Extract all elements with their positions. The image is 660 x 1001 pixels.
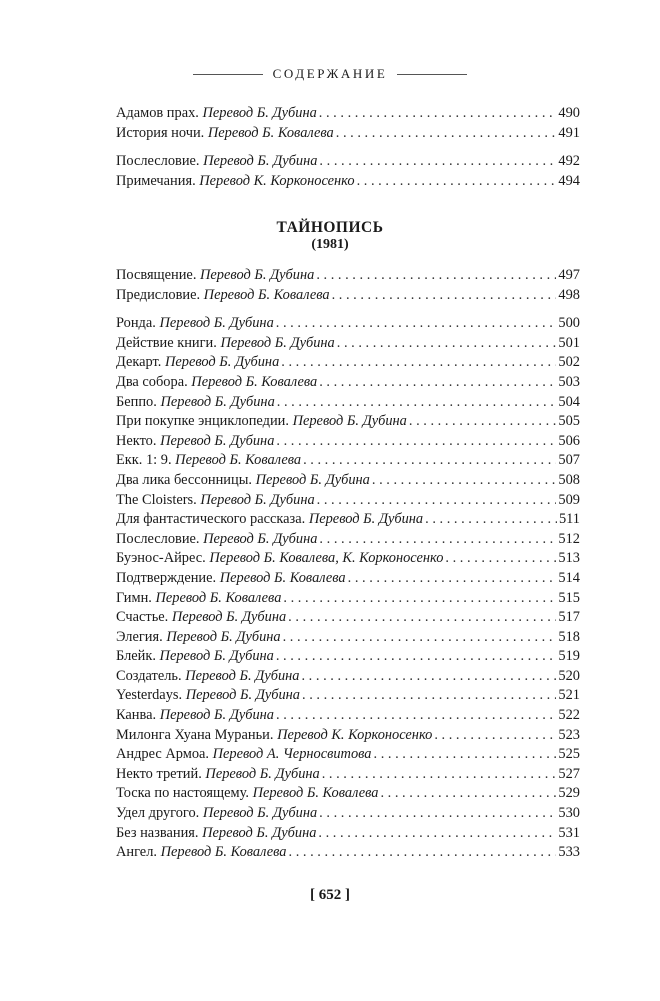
- entry-title: Элегия.: [116, 628, 163, 645]
- entry-translator: Перевод Б. Дубина: [220, 334, 335, 351]
- entry-translator: Перевод Б. Дубина: [200, 491, 315, 508]
- entry-page: 511: [558, 511, 580, 528]
- entry-title: Предисловие.: [116, 286, 201, 303]
- entry-translator: Перевод Б. Ковалева, К. Корконосенко: [209, 550, 444, 567]
- entry-title: Подтверждение.: [116, 569, 217, 586]
- toc-entry: [116, 804, 580, 824]
- entry-translator: Перевод Б. Дубина: [292, 413, 407, 430]
- toc-entry: [116, 549, 580, 569]
- entry-page: 503: [558, 373, 580, 390]
- entry-page: 522: [558, 707, 580, 724]
- entry-translator: Перевод Б. Дубина: [255, 471, 370, 488]
- entry-page: 502: [558, 354, 580, 371]
- entry-page: 527: [558, 765, 580, 782]
- dot-leader: [319, 530, 556, 550]
- dot-leader: [374, 745, 557, 765]
- entry-page: 529: [558, 785, 580, 802]
- entry-title: Декарт.: [116, 354, 162, 371]
- entry-title: Ронда.: [116, 315, 156, 332]
- entry-translator: Перевод Б. Дубина: [164, 354, 280, 371]
- toc-entry: [116, 608, 580, 628]
- toc-entry: [116, 530, 580, 550]
- toc-entry: [116, 451, 580, 471]
- cycle-year: (1981): [311, 237, 349, 252]
- dot-leader: [336, 124, 557, 144]
- entry-title: При покупке энциклопедии.: [116, 413, 289, 430]
- entry-translator: Перевод Б. Ковалева: [175, 452, 302, 469]
- toc-entry: [116, 765, 580, 785]
- toc-entry: [116, 314, 580, 334]
- entry-title: Некто третий.: [116, 765, 202, 782]
- dot-leader: [303, 451, 556, 471]
- entry-translator: Перевод Б. Ковалева: [252, 785, 379, 802]
- entry-title: Примечания.: [116, 172, 196, 189]
- entry-page: 525: [558, 746, 580, 763]
- dot-leader: [302, 686, 556, 706]
- toc-entry: [116, 589, 580, 609]
- dot-leader: [319, 373, 556, 393]
- toc-entry: [116, 745, 580, 765]
- entry-page: 515: [558, 589, 580, 606]
- toc-entry: [116, 286, 580, 306]
- entry-translator: Перевод К. Корконосенко: [199, 172, 355, 189]
- entry-page: 509: [558, 491, 580, 508]
- entry-title: Послесловие.: [116, 153, 200, 170]
- entry-translator: Перевод К. Корконосенко: [277, 726, 433, 743]
- entry-translator: Перевод Б. Дубина: [185, 667, 300, 684]
- entry-title: Тоска по настоящему.: [116, 785, 249, 802]
- entry-page: 523: [558, 726, 580, 743]
- dot-leader: [301, 667, 556, 687]
- toc-entry: [116, 628, 580, 648]
- dot-leader: [322, 765, 557, 785]
- entry-translator: Перевод Б. Дубина: [202, 805, 318, 822]
- entry-title: The Cloisters.: [116, 491, 197, 508]
- toc-entry: [116, 353, 580, 373]
- entry-page: 507: [558, 452, 580, 469]
- entry-translator: Перевод Б. Ковалева: [219, 569, 346, 586]
- entry-page: 517: [558, 609, 580, 626]
- entry-page: 530: [558, 805, 580, 822]
- entry-translator: Перевод Б. Дубина: [160, 432, 275, 449]
- entry-translator: Перевод Б. Ковалева: [191, 373, 318, 390]
- entry-page: 501: [558, 334, 580, 351]
- toc-entry: [116, 824, 580, 844]
- entry-title: Блейк.: [116, 648, 156, 665]
- toc-cycle-list: [116, 266, 580, 863]
- entry-title: Беппо.: [116, 393, 157, 410]
- toc-entry: [116, 569, 580, 589]
- dot-leader: [445, 549, 556, 569]
- dot-leader: [276, 432, 556, 452]
- dot-leader: [332, 286, 557, 306]
- entry-title: Счастье.: [116, 609, 169, 626]
- entry-title: Андрес Армоа.: [116, 746, 209, 763]
- entry-title: Два собора.: [116, 373, 188, 390]
- entry-translator: Перевод Б. Дубина: [202, 105, 317, 121]
- toc-entry: [116, 647, 580, 667]
- entry-translator: Перевод Б. Дубина: [205, 765, 320, 782]
- dot-leader: [337, 334, 557, 354]
- entry-page: 520: [558, 667, 580, 684]
- entry-translator: Перевод Б. Дубина: [185, 687, 300, 704]
- entry-title: Два лика бессонницы.: [116, 471, 252, 488]
- entry-translator: Перевод Б. Ковалева: [203, 286, 330, 303]
- entry-title: Гимн.: [116, 589, 152, 606]
- entry-translator: Перевод Б. Дубина: [203, 153, 318, 170]
- running-header: [0, 66, 660, 82]
- header-rule-left: [193, 74, 263, 75]
- entry-title: Без названия.: [116, 824, 199, 841]
- entry-title: Для фантастического рассказа.: [116, 511, 306, 528]
- entry-translator: Перевод Б. Дубина: [166, 628, 281, 645]
- header-title: СОДЕРЖАНИЕ: [272, 66, 388, 81]
- dot-leader: [289, 843, 557, 863]
- dot-leader: [283, 589, 556, 609]
- dot-leader: [288, 608, 556, 628]
- toc-entry: [116, 784, 580, 804]
- dot-leader: [276, 647, 557, 667]
- dot-leader: [409, 412, 557, 432]
- entry-page: 508: [558, 471, 580, 488]
- toc-entry: [116, 667, 580, 687]
- entry-title: Удел другого.: [116, 805, 200, 822]
- toc-entry: [116, 491, 580, 511]
- entry-page: 512: [558, 530, 580, 547]
- dot-leader: [380, 784, 556, 804]
- entry-translator: Перевод Б. Дубина: [202, 824, 317, 841]
- entry-title: Yesterdays.: [116, 687, 183, 704]
- entry-translator: Перевод Б. Ковалева: [207, 124, 334, 141]
- entry-title: Создатель.: [116, 667, 182, 684]
- entry-translator: Перевод Б. Ковалева: [155, 589, 282, 606]
- entry-page: 514: [558, 569, 580, 586]
- dot-leader: [276, 706, 556, 726]
- entry-title: Екк. 1: 9.: [116, 452, 172, 469]
- toc-entry: [116, 510, 580, 530]
- page-number: [ 652 ]: [310, 887, 350, 903]
- dot-leader: [277, 393, 557, 413]
- header-rule-right: [397, 74, 467, 75]
- entry-title: Некто.: [116, 432, 157, 449]
- toc-entry: [116, 726, 580, 746]
- toc-entry: [116, 124, 580, 144]
- entry-page: 513: [558, 550, 580, 567]
- entry-translator: Перевод Б. Дубина: [159, 707, 274, 724]
- toc-entry: [116, 266, 580, 286]
- entry-title: Канва.: [116, 707, 157, 724]
- toc-entry: [116, 686, 580, 706]
- group-gap: [116, 305, 580, 314]
- dot-leader: [316, 266, 556, 286]
- dot-leader: [319, 104, 557, 124]
- cycle-title: ТАЙНОПИСЬ: [276, 219, 384, 236]
- entry-title: Ангел.: [116, 844, 157, 861]
- entry-page: 521: [558, 687, 580, 704]
- toc-entry: [116, 172, 580, 192]
- entry-page: 498: [558, 286, 580, 303]
- dot-leader: [372, 471, 557, 491]
- dot-leader: [434, 726, 556, 746]
- entry-page: 505: [558, 413, 580, 430]
- entry-title: Буэнос-Айрес.: [116, 550, 206, 567]
- dot-leader: [319, 804, 556, 824]
- entry-translator: Перевод Б. Дубина: [159, 315, 274, 332]
- entry-page: 491: [558, 124, 580, 141]
- entry-translator: Перевод Б. Дубина: [200, 267, 315, 283]
- entry-page: 494: [558, 172, 580, 189]
- dot-leader: [317, 491, 557, 511]
- entry-title: Милонга Хуана Мураньи.: [116, 726, 274, 743]
- entry-translator: Перевод Б. Ковалева: [160, 844, 287, 861]
- entry-translator: Перевод Б. Дубина: [159, 648, 274, 665]
- toc-entry: [116, 104, 580, 124]
- entry-title: Адамов прах.: [116, 105, 199, 121]
- entry-title: Послесловие.: [116, 530, 200, 547]
- dot-leader: [357, 172, 557, 192]
- entry-translator: Перевод А. Черносвитова: [212, 746, 372, 763]
- toc-entry: [116, 334, 580, 354]
- entry-page: 533: [558, 844, 580, 861]
- entry-translator: Перевод Б. Дубина: [308, 511, 424, 528]
- dot-leader: [281, 353, 556, 373]
- group-gap: [116, 143, 580, 152]
- toc-entry: [116, 412, 580, 432]
- entry-translator: Перевод Б. Дубина: [171, 609, 287, 626]
- toc-entry: [116, 393, 580, 413]
- dot-leader: [348, 569, 557, 589]
- toc-entry: [116, 373, 580, 393]
- toc-entry: [116, 432, 580, 452]
- entry-page: 490: [558, 105, 580, 121]
- entry-page: 492: [558, 153, 580, 170]
- entry-title: Действие книги.: [116, 334, 217, 351]
- entry-page: 531: [558, 824, 580, 841]
- entry-page: 497: [558, 267, 580, 283]
- entry-translator: Перевод Б. Дубина: [203, 530, 318, 547]
- toc-entry: [116, 843, 580, 863]
- entry-page: 506: [558, 432, 580, 449]
- dot-leader: [318, 824, 556, 844]
- entry-title: Посвящение.: [116, 267, 197, 283]
- entry-translator: Перевод Б. Дубина: [160, 393, 275, 410]
- entry-title: История ночи.: [116, 124, 205, 141]
- dot-leader: [319, 152, 556, 172]
- toc-entry: [116, 471, 580, 491]
- entry-page: 500: [558, 315, 580, 332]
- toc-entry: [116, 152, 580, 172]
- dot-leader: [425, 510, 557, 530]
- dot-leader: [283, 628, 557, 648]
- entry-page: 519: [558, 648, 580, 665]
- toc-top-list: [116, 104, 580, 191]
- dot-leader: [276, 314, 557, 334]
- toc-entry: [116, 706, 580, 726]
- entry-page: 504: [558, 393, 580, 410]
- entry-page: 518: [558, 628, 580, 645]
